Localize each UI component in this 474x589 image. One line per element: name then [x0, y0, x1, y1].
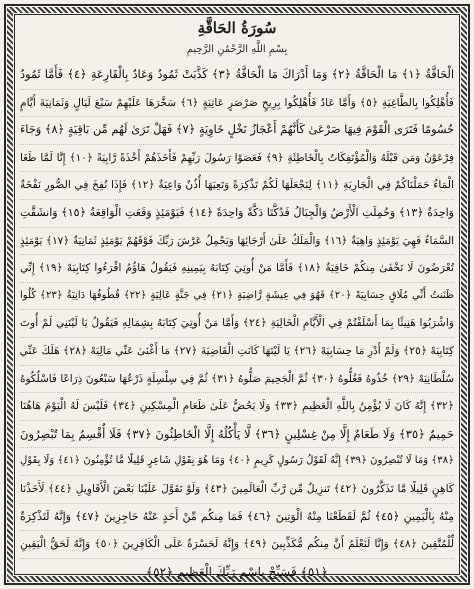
verse-line: لِّلْمُتَّقِينَ ﴿٤٨﴾ وَإِنَّا لَنَعْلَمُ أَنَّ مِنكُم مُّكَذِّبِينَ ﴿٤٩﴾ وَإِنَّهُ لَحَسْرَةٌ عَلَى الْكَافِرِينَ ﴿٥٠﴾ وَإِنَّهُ لَحَقُّ الْيَقِينِ	[20, 531, 454, 559]
verse-line: السَّمَاءُ فَهِيَ يَوْمَئِذٍ وَاهِيَةٌ ﴿١٦﴾ وَالْمَلَكُ عَلَىٰ أَرْجَائِهَا وَيَحْمِلُ عَرْشَ رَبِّكَ فَوْقَهُمْ يَوْمَئِذٍ ثَمَانِيَةٌ ﴿١٧﴾ يَوْمَئِذٍ	[20, 228, 454, 256]
verse-line: فَأُهْلِكُوا بِالطَّاغِيَةِ ﴿٥﴾ وَأَمَّا عَادٌ فَأُهْلِكُوا بِرِيحٍ صَرْصَرٍ عَاتِيَةٍ ﴿٦﴾ سَخَّرَهَا عَلَيْهِمْ سَبْعَ لَيَالٍ وَثَمَانِيَةَ أَيَّامٍ	[20, 90, 454, 118]
verse-line: حُسُومًا فَتَرَى الْقَوْمَ فِيهَا صَرْعَىٰ كَأَنَّهُمْ أَعْجَازُ نَخْلٍ خَاوِيَةٍ ﴿٧﴾ فَهَلْ تَرَىٰ لَهُم مِّن بَاقِيَةٍ ﴿٨﴾ وَجَاءَ	[20, 117, 454, 145]
verse-line: وَاشْرَبُوا هَنِيئًا بِمَا أَسْلَفْتُمْ فِي الْأَيَّامِ الْخَالِيَةِ ﴿٢٤﴾ وَأَمَّا مَنْ أُوتِيَ كِتَابَهُ بِشِمَالِهِ فَيَقُولُ يَا لَيْتَنِي لَمْ أُوتَ	[20, 310, 454, 338]
verse-line: تُعْرَضُونَ لَا تَخْفَىٰ مِنكُمْ خَافِيَةٌ ﴿١٨﴾ فَأَمَّا مَنْ أُوتِيَ كِتَابَهُ بِيَمِينِهِ فَيَقُولُ هَاؤُمُ اقْرَءُوا كِتَابِيَهْ ﴿١٩﴾ إِنِّي	[20, 255, 454, 283]
verse-line: الْمَاءُ حَمَلْنَاكُمْ فِي الْجَارِيَةِ ﴿١١﴾ لِنَجْعَلَهَا لَكُمْ تَذْكِرَةً وَتَعِيَهَا أُذُنٌ وَاعِيَةٌ ﴿١٢﴾ فَإِذَا نُفِخَ فِي الصُّورِ نَفْخَةٌ	[20, 172, 454, 200]
verse-line: كَاهِنٍ قَلِيلًا مَّا تَذَكَّرُونَ ﴿٤٢﴾ تَنزِيلٌ مِّن رَّبِّ الْعَالَمِينَ ﴿٤٣﴾ وَلَوْ تَقَوَّلَ عَلَيْنَا بَعْضَ الْأَقَاوِيلِ ﴿٤٤﴾ لَأَخَذْنَا	[20, 476, 454, 504]
verse-line: ظَنَنتُ أَنِّي مُلَاقٍ حِسَابِيَهْ ﴿٢٠﴾ فَهُوَ فِي عِيشَةٍ رَّاضِيَةٍ ﴿٢١﴾ فِي جَنَّةٍ عَالِيَةٍ ﴿٢٢﴾ قُطُوفُهَا دَانِيَةٌ ﴿٢٣﴾ كُلُوا	[20, 283, 454, 311]
surah-title: سُورَةُ الحَاقَّةِ	[197, 19, 277, 37]
verse-line: ﴿٥١﴾ فَسَبِّحْ بِاسْمِ رَبِّكَ الْعَظِيمِ ﴿٥٢﴾	[145, 564, 329, 579]
verse-line: سُلْطَانِيَهْ ﴿٢٩﴾ خُذُوهُ فَغُلُّوهُ ﴿٣٠﴾ ثُمَّ الْجَحِيمَ صَلُّوهُ ﴿٣١﴾ ثُمَّ فِي سِلْسِلَةٍ ذَرْعُهَا سَبْعُونَ ذِرَاعًا فَاسْلُكُوهُ	[20, 366, 454, 394]
verse-line: الْحَاقَّةُ ﴿١﴾ مَا الْحَاقَّةُ ﴿٢﴾ وَمَا أَدْرَاكَ مَا الْحَاقَّةُ ﴿٣﴾ كَذَّبَتْ ثَمُودُ وَعَادٌ بِالْقَارِعَةِ ﴿٤﴾ فَأَمَّا ثَمُودُ	[20, 62, 454, 90]
basmala: بِسْمِ اللَّهِ الرَّحْمَٰنِ الرَّحِيمِ	[186, 44, 288, 55]
verse-line: ﴿٣٨﴾ وَمَا لَا تُبْصِرُونَ ﴿٣٩﴾ إِنَّهُ لَقَوْلُ رَسُولٍ كَرِيمٍ ﴿٤٠﴾ وَمَا هُوَ بِقَوْلِ شَاعِرٍ قَلِيلًا مَّا تُؤْمِنُونَ ﴿٤١﴾ وَلَا بِقَوْلِ	[20, 448, 454, 476]
verse-line: فِرْعَوْنُ وَمَن قَبْلَهُ وَالْمُؤْتَفِكَاتُ بِالْخَاطِئَةِ ﴿٩﴾ فَعَصَوْا رَسُولَ رَبِّهِمْ فَأَخَذَهُمْ أَخْذَةً رَّابِيَةً ﴿١٠﴾ إِنَّا لَمَّا طَغَا	[20, 145, 454, 173]
verse-line: كِتَابِيَهْ ﴿٢٥﴾ وَلَمْ أَدْرِ مَا حِسَابِيَهْ ﴿٢٦﴾ يَا لَيْتَهَا كَانَتِ الْقَاضِيَةَ ﴿٢٧﴾ مَا أَغْنَىٰ عَنِّي مَالِيَهْ ﴿٢٨﴾ هَلَكَ عَنِّي	[20, 338, 454, 366]
verse-line: حَمِيمٌ ﴿٣٥﴾ وَلَا طَعَامٌ إِلَّا مِنْ غِسْلِينٍ ﴿٣٦﴾ لَّا يَأْكُلُهُ إِلَّا الْخَاطِئُونَ ﴿٣٧﴾ فَلَا أُقْسِمُ بِمَا تُبْصِرُونَ	[20, 421, 454, 449]
verse-line: ﴿٣٢﴾ إِنَّهُ كَانَ لَا يُؤْمِنُ بِاللَّهِ الْعَظِيمِ ﴿٣٣﴾ وَلَا يَحُضُّ عَلَىٰ طَعَامِ الْمِسْكِينِ ﴿٣٤﴾ فَلَيْسَ لَهُ الْيَوْمَ هَاهُنَا	[20, 393, 454, 421]
verse-line: مِنْهُ بِالْيَمِينِ ﴿٤٥﴾ ثُمَّ لَقَطَعْنَا مِنْهُ الْوَتِينَ ﴿٤٦﴾ فَمَا مِنكُم مِّنْ أَحَدٍ عَنْهُ حَاجِزِينَ ﴿٤٧﴾ وَإِنَّهُ لَتَذْكِرَةٌ	[20, 504, 454, 532]
verse-lines	[20, 62, 454, 585]
verse-line: وَاحِدَةٌ ﴿١٣﴾ وَحُمِلَتِ الْأَرْضُ وَالْجِبَالُ فَدُكَّتَا دَكَّةً وَاحِدَةً ﴿١٤﴾ فَيَوْمَئِذٍ وَقَعَتِ الْوَاقِعَةُ ﴿١٥﴾ وَانشَقَّتِ	[20, 200, 454, 228]
page-content	[20, 16, 454, 579]
